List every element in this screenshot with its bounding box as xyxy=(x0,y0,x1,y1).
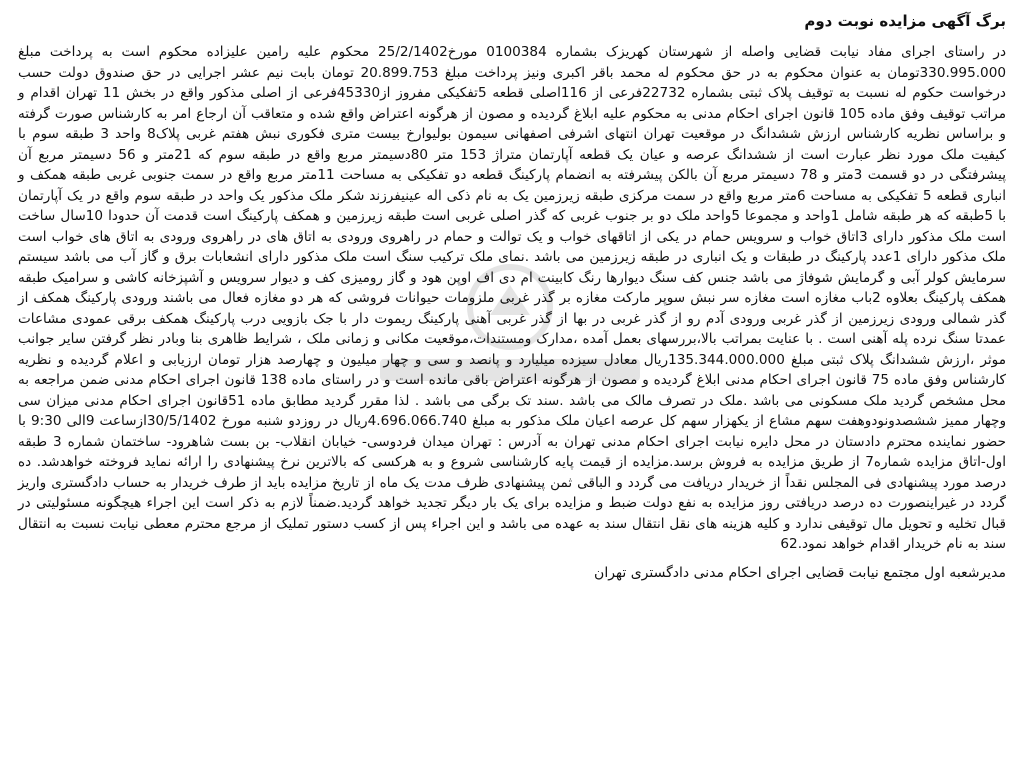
notice-signature: مدیرشعبه اول مجتمع نیابت قضایی اجرای احکام مدنی دادگستری تهران xyxy=(594,564,1006,581)
notice-title: برگ آگهی مزایده نوبت دوم xyxy=(804,12,1006,30)
notice-body: در راستای اجرای مفاد نیابت قضایی واصله از شهرستان کهریزک بشماره 0100384 مورخ25/2/1402 محکوم علیه رامین علیزاده محکوم است به پرداخت مبلغ 330.995.000تومان به عنوان محکوم به در حق محکوم له محمد باقر اکبری ونیز پرداخت مبلغ 20.899.753 تومان بابت نیم عشر اجرایی در حق صندوق دولت حسب درخواست حکوم له نسبت به توقیف پلاک ثبتی بشماره 22732فرعی از 116اصلی قطعه 5تفکیکی مفروز از45330فرعی از اصلی مذکور واقع در بخش 11 تهران اقدام و مراتب توقیف وفق ماده 105 قانون اجرای احکام مدنی به محکوم علیه ابلاغ گردیده و مصون از هرگونه اعتراض واقع شده و متعاقب آن ارجاع امر به کارشناس صورت گرفته و براساس نظریه کارشناس ارزش ششدانگ در موقعیت تهران انتهای اشرفی اصفهانی سیمون بولیوارخ بیست متری فکوری نبش هفتم غربی پلاک8 واحد 3 طبقه سوم با کیفیت ملک مورد نظر عبارت است از ششدانگ عرصه و عیان یک قطعه آپارتمان متراژ 153 متر 80دسیمتر مربع واقع در طبقه سوم که 21متر و 56 دسیمتر مربع آن پیشرفتگی در دو قسمت 3متر و 78 دسیمتر مربع آن بالکن پیشرفته به انضمام پارکینگ قطعه دو تفکیکی به مساحت 11متر مربع واقع در سمت جنوبی غربی طبقه همکف و انباری قطعه 5 تفکیکی به مساحت 6متر مربع واقع در سمت مرکزی طبقه زیرزمین یک به نام ذکی اله عینیفرزند شکر ملک مذکور یک واحد در طبقه سوم واقع در یک آپارتمان با 5طبقه که هر طبقه شامل 1واحد و مجموعا 5واحد ملک دو بر جنوب غربی که گذر اصلی غربی است طبقه زیرزمین و همکف پارکینگ است قدمت آن حدودا 10سال ساخت است ملک مذکور دارای 3اتاق خواب و سرویس حمام در یکی از اتاقهای خواب و یک توالت و حمام در راهروی ورودی به اتاق های در راهروی ورودی به اتاق های خواب است ملک مذکور دارای 1عدد پارکینگ در طبقات و یک انباری در طبقه زیرزمین می باشد .نمای ملک ترکیب سنگ است ملک مذکور دارای انشعابات برق و گاز آب می باشد سیستم سرمایش کولر آبی و گرمایش شوفاژ می باشد جنس کف سنگ دیوارها رنگ کابینت ام دی اف اوپن هود و گاز رومیزی کف و دیوار سرویس و آشپزخانه کاشی و سرامیک طبقه همکف پارکینگ بعلاوه 2باب مغازه است مغازه سر نبش سوپر مارکت مغازه بر گذر غربی ملزومات حیوانات فروشی که هر دو مغازه فعال می باشند ورودی پارکینگ همکف از گذر شمالی ورودی زیرزمین از گذر غربی ورودی آدم رو از گذر غربی در بها از گذر غربی آهنی پارکینگ ریموت دار با جک بازویی درب پارکینگ همکف برقی عمودی مشاعات عمدتا سنگ نرده پله آهنی است . با عنایت بمراتب بالا،بررسهای بعمل آمده ،مدارک ومستندات،موقعیت مکانی و زمانی ملک ، شرایط ظاهری بنا وبادر نظر گرفتن سایر جوانب موثر ،ارزش ششدانگ پلاک ثبتی مبلغ 135.344.000.000ریال معادل سیزده میلیارد و پانصد و سی و چهار میلیون و چهارصد هزار تومان ارزیابی و اعلام گردیده و نظریه کارشناس وفق ماده 75 قانون اجرای احکام مدنی ابلاغ گردیده و مصون از هرگونه اعتراض باقی مانده است و در راستای ماده 138 قانون اجرای احکام مدنی ضمن مراجعه به محل مشخص گردید ملک مسکونی می باشد .ملک در تصرف مالک می باشد .سند تک برگی می باشد . لذا مقرر گردید مطابق ماده 51قانون اجرای احکام مدنی میزان سی وچهار ممیز ششصدونودوهفت سهم مشاع از یکهزار سهم کل عرصه اعیان ملک مذکور به مبلغ 4.696.066.740ریال در روزدو شنبه مورخ 30/5/1402ازساعت 9الی 9:30 با حضور نماینده محترم دادستان در محل دایره نیابت اجرای احکام مدنی تهران به آدرس : تهران میدان فردوسی- خیابان انقلاب- بن بست شاهرود- ساختمان شماره 3 طبقه اول-اتاق مزایده شماره7 از طریق مزایده به فروش برسد.مزایده از قیمت پایه کارشناسی شروع و به هرکسی که بالاترین نرخ پیشنهادی را ارائه نماید فروخته خواهدشد. ده درصد مورد پیشنهادی فی المجلس نقداً از خریدار دریافت می گردد و الباقی ثمن پیشنهادی ظرف مدت یک ماه از تاریخ مزایده باید از طرف خریدار به حساب دادگستری واریز گردد در غیراینصورت ده درصد دریافتی روز مزایده به نفع دولت ضبط و مزایده برای یک بار دیگر تجدید خواهد گردید.ضمناً لازم به ذکر است این اجراء هیچگونه مسئولیتی در قبال تخلیه و تحویل مال توقیفی ندارد و کلیه هزینه های نقل انتقال سند به عهده می باشد و این اجراء پس از کسب دستور تملیک از مرجع محترم معطی نیابت نسبت به انتقال سند به نام خریدار اقدام خواهد نمود.62 xyxy=(18,44,1007,552)
